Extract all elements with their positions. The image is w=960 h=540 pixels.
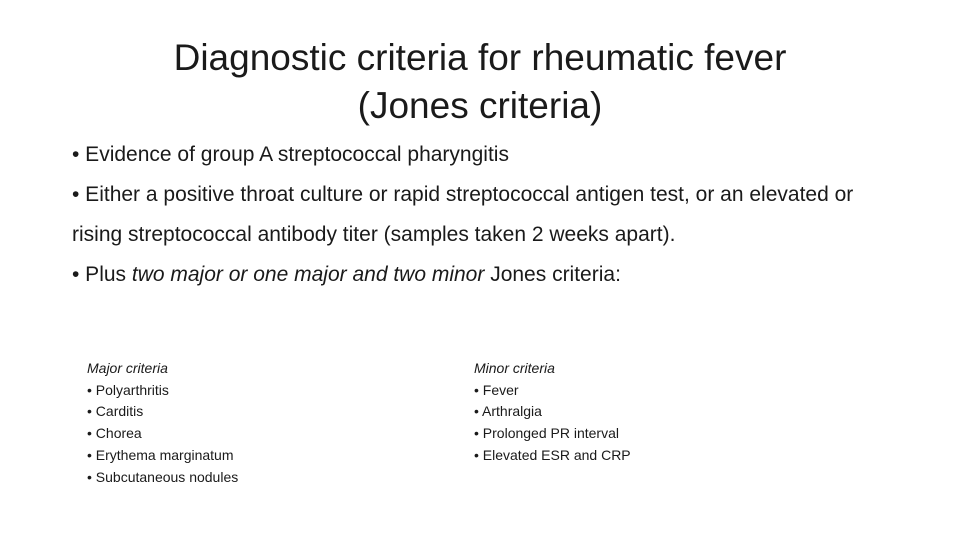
minor-criteria-heading: Minor criteria bbox=[474, 360, 555, 376]
minor-criteria-item: • Fever bbox=[474, 381, 519, 398]
major-criteria-item: • Subcutaneous nodules bbox=[87, 468, 239, 485]
bullet-jones-emphasis: two major or one major and two minor bbox=[131, 263, 485, 286]
bullet-jones-requirement bbox=[72, 255, 872, 295]
slide-title-line-1: Diagnostic criteria for rheumatic fever bbox=[173, 37, 787, 78]
major-criteria-item: • Chorea bbox=[87, 425, 142, 442]
bullet-jones-suffix: Jones criteria: bbox=[484, 263, 621, 286]
major-criteria-item: • Erythema marginatum bbox=[87, 446, 234, 463]
major-criteria-list bbox=[87, 380, 387, 489]
minor-criteria-item: • Prolonged PR interval bbox=[474, 425, 619, 442]
body-text bbox=[72, 135, 872, 295]
minor-criteria-column bbox=[474, 358, 774, 467]
slide-title-line-2: (Jones criteria) bbox=[357, 85, 603, 126]
minor-criteria-item: • Elevated ESR and CRP bbox=[474, 446, 631, 463]
major-criteria-heading: Major criteria bbox=[87, 360, 168, 376]
minor-criteria-list bbox=[474, 380, 774, 467]
minor-criteria-item: • Arthralgia bbox=[474, 403, 542, 420]
bullet-culture-or-titer: • Either a positive throat culture or rapid streptococcal antigen test, or an elevated or rising streptococcal antibody titer (samples taken 2 weeks apart). bbox=[72, 183, 854, 246]
major-criteria-item: • Carditis bbox=[87, 403, 144, 420]
bullet-jones-prefix: • Plus bbox=[72, 263, 132, 286]
major-criteria-column bbox=[87, 358, 387, 488]
major-criteria-item: • Polyarthritis bbox=[87, 381, 169, 398]
bullet-group-a-evidence: • Evidence of group A streptococcal pharyngitis bbox=[72, 143, 509, 166]
slide-title bbox=[80, 34, 880, 130]
